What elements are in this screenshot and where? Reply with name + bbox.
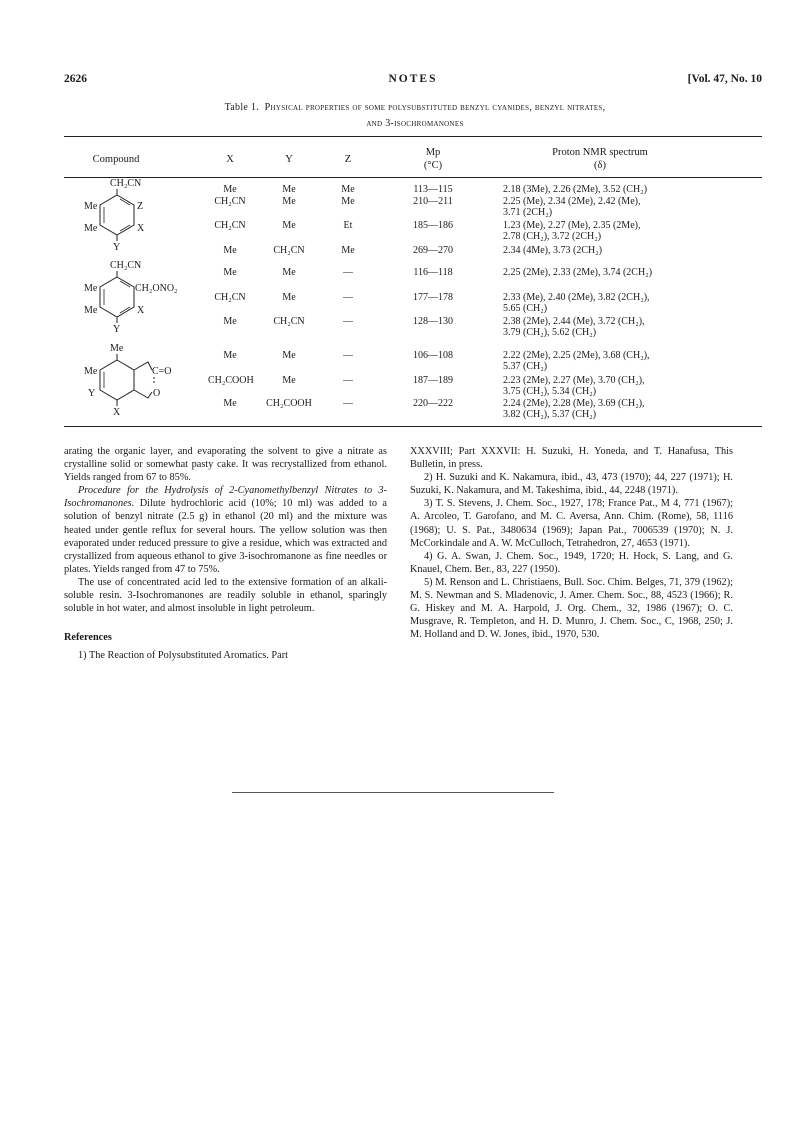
nmr-line: 3.82 (CH₂), 5.37 (CH₂) (503, 409, 597, 420)
header-mp (394, 146, 472, 172)
cell-z: — (343, 398, 353, 409)
cell-z: — (343, 316, 353, 327)
cell-z: — (343, 350, 353, 361)
cell-x: CH₂COOH (208, 375, 254, 386)
cell-y: Me (282, 375, 296, 386)
reference-3: 3) T. S. Stevens, J. Chem. Soc., 1927, 178; France Pat., M 4, 771 (1967); A. Arcoleo, T. Garofano, and M. C. Aversa, Ann. Chim. (Rome), 58, 1116 (1968); U. S. Pat., 3480634 (1969); Japan Pat., 7006539 (1970); N. J. McCorkindale and A. W. McCulloch, Tetrahedron, 27, 4653 (1971). (410, 498, 733, 549)
cell-z: Me (341, 196, 355, 207)
substituent-bottom: Y (113, 242, 121, 253)
header-mp-label: Mp (425, 147, 441, 158)
header-nmr-label: Proton NMR spectrum (552, 147, 648, 158)
nmr-line: 2.24 (2Me), 2.28 (Me), 3.69 (CH₂), (503, 398, 645, 409)
section-title: NOTES (388, 73, 438, 85)
table-top-rule (64, 136, 762, 137)
substituent-top: CH₂CN (110, 260, 142, 271)
nmr-line: 2.78 (CH₂), 3.72 (2CH₂) (503, 231, 602, 242)
substituent-top: Me (110, 343, 124, 354)
substituent-left-lower: Me (84, 305, 98, 316)
nmr-line: 3.75 (CH₂), 5.34 (CH₂) (503, 386, 597, 397)
reference-2: 2) H. Suzuki and K. Nakamura, ibid., 43, 473 (1970); 44, 227 (1971); H. Suzuki, K. Nakamura, and M. Takeshima, ibid., 44, 2248 (1971). (410, 472, 733, 497)
caption-line-2: and 3-isochromanones (366, 118, 464, 129)
ring-oxygen-label: O (153, 388, 161, 399)
cell-mp: 106—108 (413, 350, 453, 361)
paragraph-solubility: The use of concentrated acid led to the extensive formation of an alkali-soluble resin. 3-Isochromanones are readily soluble in ethanol, sparingly soluble in hot water, and almost insoluble in light petroleum. (64, 576, 387, 615)
reference-5: 5) M. Renson and L. Christiaens, Bull. Soc. Chim. Belges, 71, 379 (1962); M. S. Newman and S. Mladenovic, J. Amer. Chem. Soc., 88, 4523 (1966); R. G. Hiskey and M. A. Harpold, J. Org. Chem., 32, 1986 (1967); O. C. Musgrave, R. Templeton, and H. D. Munro, J. Chem. Soc., C, 1968, 250; J. M. Holland and D. W. Jones, ibid., 1970, 530. (410, 576, 733, 641)
cell-x: Me (223, 350, 237, 361)
header-x: X (226, 154, 234, 165)
cell-nmr (503, 398, 765, 420)
structure-benzyl-nitrate (72, 260, 192, 341)
reference-1-continued: XXXVIII; Part XXXVII: H. Suzuki, H. Yoneda, and T. Hanafusa, This Bulletin, in press. (410, 446, 733, 471)
substituent-left-upper: Me (84, 283, 98, 294)
substituent-bottom: X (113, 407, 121, 418)
nmr-line: 2.18 (3Me), 2.26 (2Me), 3.52 (CH₂) (503, 184, 648, 195)
cell-y: CH₂CN (273, 245, 305, 256)
cell-z: — (343, 292, 353, 303)
cell-nmr (503, 196, 765, 218)
cell-z: Me (341, 245, 355, 256)
benzene-ring-2 (72, 263, 192, 341)
cell-y: Me (282, 196, 296, 207)
nmr-line: 2.22 (2Me), 2.25 (2Me), 3.68 (CH₂), (503, 350, 650, 361)
cell-mp: 210—211 (413, 196, 453, 207)
cell-mp: 116—118 (413, 267, 453, 278)
volume-info: [Vol. 47, No. 10 (687, 73, 762, 85)
nmr-line: 5.37 (CH₂) (503, 361, 548, 372)
cell-z: — (343, 267, 353, 278)
cell-mp: 177—178 (413, 292, 453, 303)
reference-4: 4) G. A. Swan, J. Chem. Soc., 1949, 1720; H. Hock, S. Lang, and G. Knauel, Chem. Ber., 83, 227 (1950). (410, 550, 733, 575)
benzene-ring-1 (72, 181, 192, 259)
header-z: Z (344, 154, 352, 165)
table-header-rule (64, 177, 762, 178)
cell-mp: 187—189 (413, 375, 453, 386)
isochromanone-rings (72, 346, 192, 424)
nmr-line: 3.71 (2CH₂) (503, 207, 553, 218)
table-caption (100, 100, 730, 132)
page-number: 2626 (64, 73, 87, 85)
substituent-right-upper: Z (137, 201, 144, 212)
substituent-left-lower: Me (84, 223, 98, 234)
substituent-right-lower: X (137, 223, 145, 234)
procedure-title: Procedure for the Hydrolysis of 2-Cyanomethylbenzyl Nitrates to 3-Isochromanones. (64, 485, 387, 510)
cell-x: Me (223, 245, 237, 256)
cell-nmr (503, 292, 765, 314)
end-rule (232, 792, 554, 793)
structure-benzyl-cyanide (72, 178, 192, 259)
cell-y: Me (282, 292, 296, 303)
cell-nmr (503, 267, 765, 278)
cell-y: Me (282, 267, 296, 278)
paragraph-hydrolysis (64, 484, 387, 576)
cell-y: Me (282, 350, 296, 361)
cell-y: Me (282, 184, 296, 195)
substituent-right-upper: CH₂ONO₂ (135, 283, 178, 294)
cell-nmr (503, 375, 765, 397)
paragraph-nitrate-isolation: arating the organic layer, and evaporating the solvent to give a nitrate as crystalline solid or somewhat pasty cake. It was recrystallized from ethanol. Yields ranged from 67 to 85%. (64, 446, 387, 484)
cell-z: Et (343, 220, 353, 231)
nmr-line: 2.34 (4Me), 3.73 (2CH₂) (503, 245, 603, 256)
cell-x: Me (223, 316, 237, 327)
cell-nmr (503, 184, 765, 195)
carbonyl-label: C=O (152, 366, 172, 377)
header-compound: Compound (92, 154, 140, 165)
header-y: Y (285, 154, 293, 165)
substituent-left-upper: Me (84, 201, 98, 212)
cell-nmr (503, 316, 765, 338)
cell-y: CH₂COOH (266, 398, 312, 409)
cell-x: Me (223, 184, 237, 195)
substituent-left-upper: Me (84, 366, 98, 377)
header-nmr (500, 146, 700, 172)
references-heading: References (64, 632, 112, 644)
cell-x: Me (223, 398, 237, 409)
procedure-body: Dilute hydrochloric acid (10%; 10 ml) was added to a solution of benzyl nitrate (2.5 g) in ethanol (20 ml) and the mixture was heated under gentle reflux for several hours. The yellow solution was then evaporated under reduced pressure to give a residue, which was extracted and crystallized from aqueous ethanol to give 3-isochromanone as fine needles or plates. Yields ranged from 47 to 75%. (64, 498, 387, 575)
cell-z: Me (341, 184, 355, 195)
cell-mp: 220—222 (413, 398, 453, 409)
caption-line-1: Physical properties of some polysubstituted benzyl cyanides, benzyl nitrates, (264, 102, 606, 113)
nmr-line: 2.38 (2Me), 2.44 (Me), 3.72 (CH₂), (503, 316, 645, 327)
cell-x: Me (223, 267, 237, 278)
cell-z: — (343, 375, 353, 386)
nmr-line: 2.25 (2Me), 2.33 (2Me), 3.74 (2CH₂) (503, 267, 653, 278)
table-bottom-rule (64, 426, 762, 427)
nmr-line: 1.23 (Me), 2.27 (Me), 2.35 (2Me), (503, 220, 641, 231)
left-column (64, 445, 387, 662)
nmr-line: 2.33 (Me), 2.40 (2Me), 3.82 (2CH₂), (503, 292, 650, 303)
cell-mp: 185—186 (413, 220, 453, 231)
substituent-bottom: Y (113, 324, 121, 335)
header-nmr-unit: (δ) (594, 160, 606, 171)
cell-mp: 128—130 (413, 316, 453, 327)
cell-x: CH₂CN (214, 196, 246, 207)
cell-x: CH₂CN (214, 220, 246, 231)
cell-y: Me (282, 220, 296, 231)
substituent-top: CH₂CN (110, 178, 142, 189)
cell-x: CH₂CN (214, 292, 246, 303)
right-column (410, 445, 733, 641)
running-head (64, 73, 762, 89)
table-label: Table 1. (224, 102, 260, 113)
nmr-line: 2.25 (Me), 2.34 (2Me), 2.42 (Me), (503, 196, 641, 207)
cell-nmr (503, 220, 765, 242)
nmr-line: 5.65 (CH₂) (503, 303, 548, 314)
substituent-right-lower: X (137, 305, 145, 316)
cell-mp: 113—115 (413, 184, 453, 195)
structure-isochromanone (72, 343, 192, 424)
header-mp-unit: (°C) (423, 160, 443, 171)
reference-1: 1) The Reaction of Polysubstituted Aromatics. Part (78, 650, 289, 662)
cell-nmr (503, 350, 765, 372)
cell-y: CH₂CN (273, 316, 305, 327)
substituent-left-lower: Y (88, 388, 96, 399)
cell-nmr (503, 245, 765, 256)
nmr-line: 3.79 (CH₂), 5.62 (CH₂) (503, 327, 597, 338)
cell-mp: 269—270 (413, 245, 453, 256)
nmr-line: 2.23 (2Me), 2.27 (Me), 3.70 (CH₂), (503, 375, 645, 386)
